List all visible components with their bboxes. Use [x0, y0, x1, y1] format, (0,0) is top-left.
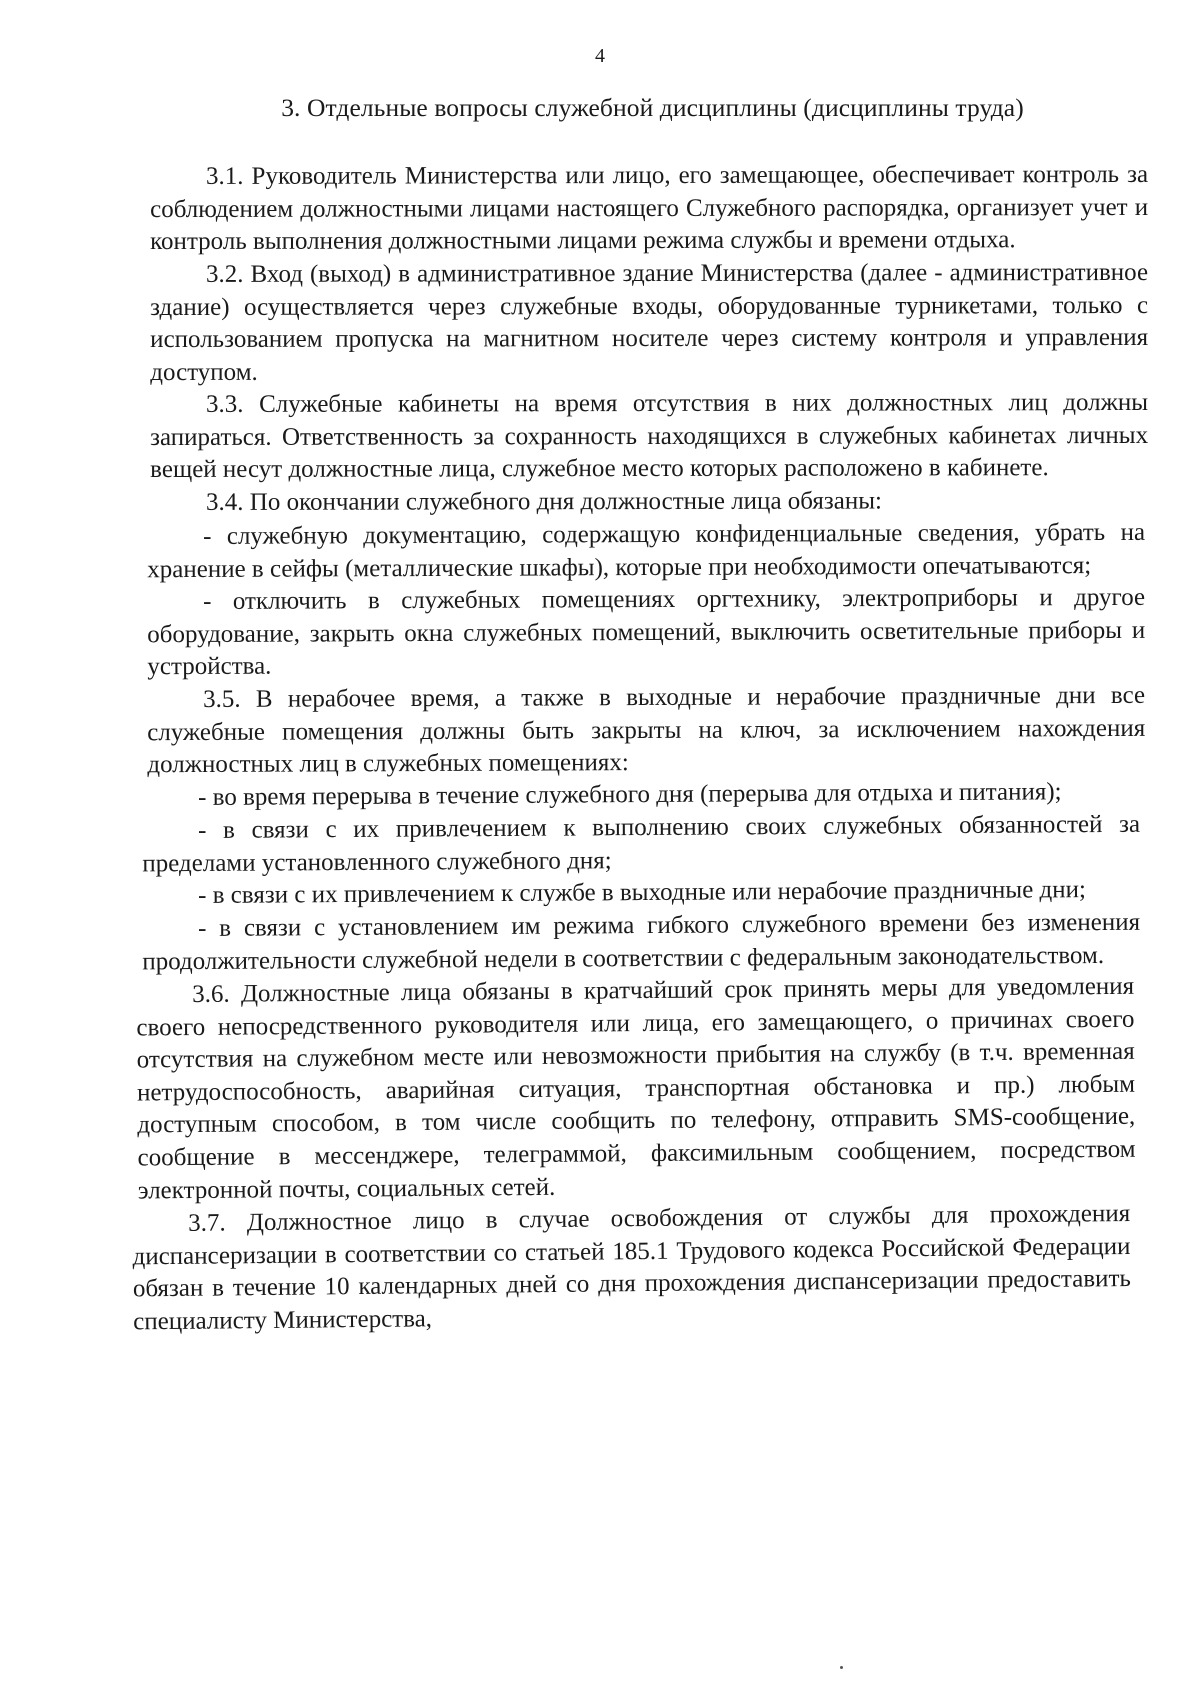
paragraph-3-1: 3.1. Руководитель Министерства или лицо, его замещающее, обеспечивает контроль за соблюдением должностными лицами настоящего Служебного распорядка, организует учет и контроль выполнения должностными лицами режима службы и времени отдыха. [150, 160, 1149, 256]
section-heading: 3. Отдельные вопросы служебной дисциплины (дисциплины труда) [281, 93, 1024, 122]
paragraph-3-5: 3.5. В нерабочее время, а также в выходные и нерабочие праздничные дни все служебные помещения должны быть закрыты на ключ, за исключением нахождения должностных лиц в служебных помещениях: [147, 681, 1146, 778]
list-item-overtime: - в связи с их привлечением к выполнению своих служебных обязанностей за пределами установленного служебного дня; [142, 810, 1141, 877]
list-item-documents: - служебную документацию, содержащую конфиденциальные сведения, убрать на хранение в сейфы (металлические шкафы), которые при необходимости опечатываются; [147, 518, 1146, 583]
paragraph-3-2: 3.2. Вход (выход) в административное здание Министерства (далее - административное здание) осуществляется через служебные входы, оборудованные турникетами, только с использованием пропуска на магнитном носителе через систему контроля и управления доступом. [150, 258, 1149, 386]
paragraph-3-6: 3.6. Должностные лица обязаны в кратчайший срок принять меры для уведомления своего непосредственного руководителя или лица, его замещающего, о причинах своего отсутствия на служебном месте или невозможности прибытия на службу (в т.ч. временная нетрудоспособность, аварийная ситуация, транспортная обстановка и пр.) любым доступным способом, в том числе сообщить по телефону, отправить SMS-сообщение, сообщение в мессенджере, телеграммой, факсимильным сообщением, посредством электронной почты, социальных сетей. [136, 972, 1136, 1204]
paragraph-3-7: 3.7. Должностное лицо в случае освобождения от службы для прохождения диспансеризации в соответствии со статьей 185.1 Трудового кодекса Российской Федерации обязан в течение 10 календарных дней со дня прохождения диспансеризации предоставить специалисту Министерства, [132, 1199, 1131, 1336]
list-item-flexible-time: - в связи с установлением им режима гибкого служебного времени без изменения продолжительности служебной недели в соответствии с федеральным законодательством. [142, 908, 1141, 975]
list-item-break: - во время перерыва в течение служебного дня (перерыва для отдыха и питания); [198, 778, 1062, 812]
page-number: 4 [595, 45, 605, 67]
section-body [132, 160, 1149, 1336]
paragraph-3-3: 3.3. Служебные кабинеты на время отсутствия в них должностных лиц должны запираться. Ответственность за сохранность находящихся в служебных кабинетах личных вещей несут должностные лица, служебное место которых расположено в кабинете. [150, 389, 1149, 484]
list-item-equipment: - отключить в служебных помещениях оргтехнику, электроприборы и другое оборудование, закрыть окна служебных помещений, выключить осветительные приборы и устройства. [147, 583, 1146, 681]
scan-speck [840, 1666, 843, 1669]
list-item-holidays: - в связи с их привлечением к службе в выходные или нерабочие праздничные дни; [198, 876, 1087, 910]
paragraph-3-4: 3.4. По окончании служебного дня должностные лица обязаны: [206, 487, 882, 516]
